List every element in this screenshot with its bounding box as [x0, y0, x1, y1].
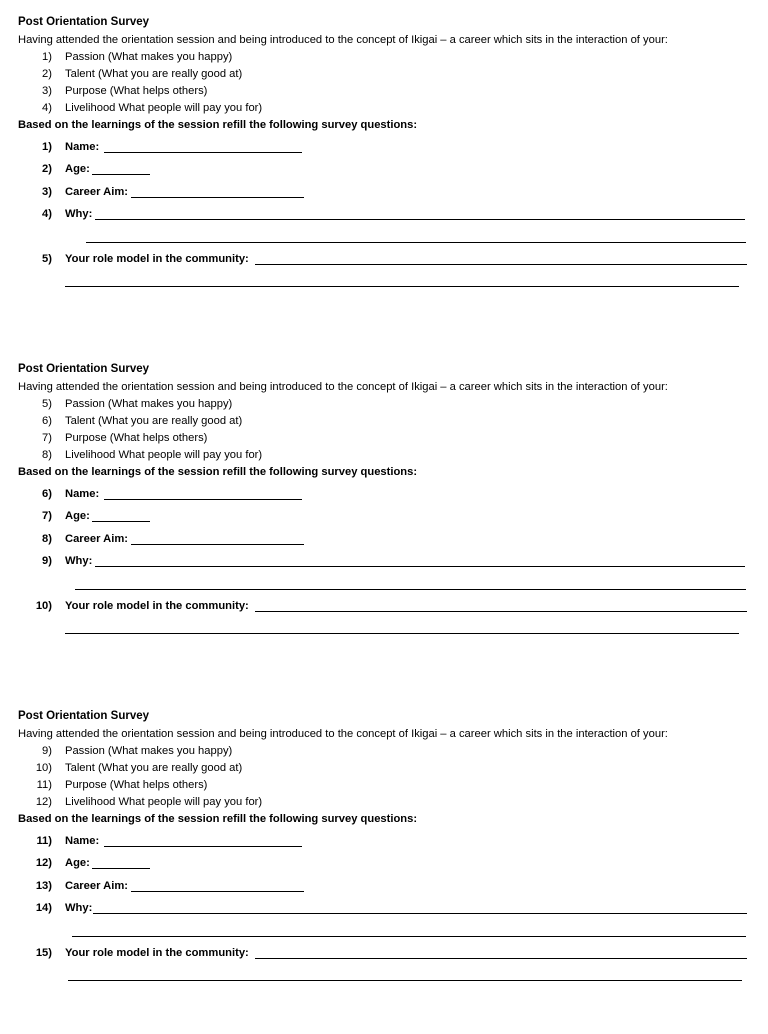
list-item [0, 398, 768, 414]
question-career-aim [0, 186, 768, 204]
question-label: Name: [65, 488, 100, 500]
role-model-answer-line-2[interactable] [68, 980, 742, 981]
question-number: 1) [42, 141, 52, 153]
role-model-answer-line-2[interactable] [65, 286, 739, 287]
question-number: 11) [36, 835, 52, 847]
survey-title: Post Orientation Survey [18, 16, 150, 28]
list-item [0, 102, 768, 118]
question-label: Career Aim: [65, 880, 129, 892]
survey-form-3 [0, 694, 768, 1034]
question-label: Name: [65, 835, 100, 847]
survey-title: Post Orientation Survey [18, 710, 150, 722]
list-text: Passion (What makes you happy) [65, 398, 233, 410]
list-item [0, 85, 768, 101]
survey-form-1 [0, 0, 768, 340]
survey-form-2 [0, 347, 768, 687]
list-text: Purpose (What helps others) [65, 432, 208, 444]
role-model-answer-line[interactable] [255, 611, 747, 612]
list-item [0, 779, 768, 795]
question-number: 12) [35, 857, 52, 869]
career-aim-answer-line[interactable] [131, 197, 304, 198]
list-text: Purpose (What helps others) [65, 779, 208, 791]
why-answer-line-2[interactable] [72, 936, 746, 937]
list-text: Passion (What makes you happy) [65, 51, 233, 63]
list-item [0, 762, 768, 778]
question-label: Your role model in the community: [65, 600, 249, 612]
question-number: 5) [42, 253, 52, 265]
question-number: 4) [42, 208, 52, 220]
role-model-answer-line[interactable] [255, 264, 747, 265]
list-item [0, 796, 768, 812]
question-label: Your role model in the community: [65, 253, 249, 265]
age-answer-line[interactable] [92, 521, 150, 522]
question-label: Your role model in the community: [65, 947, 249, 959]
question-why [0, 902, 768, 920]
question-why [0, 555, 768, 573]
question-number: 3) [42, 186, 52, 198]
list-number: 7) [42, 432, 52, 444]
list-item [0, 745, 768, 761]
list-text: Talent (What you are really good at) [65, 762, 243, 774]
question-name [0, 141, 768, 159]
list-number: 5) [42, 398, 52, 410]
list-text: Passion (What makes you happy) [65, 745, 233, 757]
list-item [0, 449, 768, 465]
question-number: 15) [35, 947, 52, 959]
list-number: 12) [35, 796, 52, 808]
why-answer-line-2[interactable] [86, 242, 746, 243]
list-item [0, 415, 768, 431]
role-model-answer-line[interactable] [255, 958, 747, 959]
question-name [0, 835, 768, 853]
career-aim-answer-line[interactable] [131, 891, 304, 892]
question-why [0, 208, 768, 226]
list-item [0, 68, 768, 84]
question-number: 2) [42, 163, 52, 175]
question-age [0, 857, 768, 875]
list-number: 10) [35, 762, 52, 774]
list-number: 3) [42, 85, 52, 97]
survey-intro: Having attended the orientation session and being introduced to the concept of Ikigai – a career which sits in the interaction of your: [18, 728, 668, 740]
list-text: Livelihood What people will pay you for) [65, 449, 263, 461]
survey-instruction: Based on the learnings of the session refill the following survey questions: [18, 813, 418, 825]
question-label: Why: [65, 902, 93, 914]
question-label: Career Aim: [65, 186, 129, 198]
question-label: Age: [65, 163, 90, 175]
question-number: 7) [42, 510, 52, 522]
list-text: Livelihood What people will pay you for) [65, 102, 263, 114]
why-answer-line-2[interactable] [75, 589, 746, 590]
question-number: 8) [42, 533, 52, 545]
question-label: Age: [65, 510, 90, 522]
question-number: 6) [42, 488, 52, 500]
list-number: 1) [42, 51, 52, 63]
role-model-answer-line-2[interactable] [65, 633, 739, 634]
list-text: Talent (What you are really good at) [65, 415, 243, 427]
name-answer-line[interactable] [104, 152, 302, 153]
survey-intro: Having attended the orientation session and being introduced to the concept of Ikigai – a career which sits in the interaction of your: [18, 381, 668, 393]
list-item [0, 51, 768, 67]
list-text: Livelihood What people will pay you for) [65, 796, 263, 808]
question-age [0, 510, 768, 528]
why-answer-line[interactable] [95, 566, 745, 567]
question-label: Career Aim: [65, 533, 129, 545]
career-aim-answer-line[interactable] [131, 544, 304, 545]
question-number: 14) [35, 902, 52, 914]
survey-title: Post Orientation Survey [18, 363, 150, 375]
list-number: 8) [42, 449, 52, 461]
list-number: 9) [42, 745, 52, 757]
why-answer-line[interactable] [93, 913, 747, 914]
list-text: Purpose (What helps others) [65, 85, 208, 97]
question-role-model [0, 947, 768, 965]
list-number: 4) [42, 102, 52, 114]
name-answer-line[interactable] [104, 846, 302, 847]
survey-intro: Having attended the orientation session and being introduced to the concept of Ikigai – a career which sits in the interaction of your: [18, 34, 668, 46]
question-career-aim [0, 533, 768, 551]
age-answer-line[interactable] [92, 868, 150, 869]
survey-instruction: Based on the learnings of the session refill the following survey questions: [18, 466, 418, 478]
question-label: Why: [65, 555, 93, 567]
name-answer-line[interactable] [104, 499, 302, 500]
question-label: Why: [65, 208, 93, 220]
list-number: 2) [42, 68, 52, 80]
question-age [0, 163, 768, 181]
question-name [0, 488, 768, 506]
question-label: Age: [65, 857, 90, 869]
question-role-model [0, 253, 768, 271]
list-text: Talent (What you are really good at) [65, 68, 243, 80]
question-number: 10) [35, 600, 52, 612]
why-answer-line[interactable] [95, 219, 745, 220]
list-item [0, 432, 768, 448]
question-number: 9) [42, 555, 52, 567]
survey-instruction: Based on the learnings of the session refill the following survey questions: [18, 119, 418, 131]
question-career-aim [0, 880, 768, 898]
question-label: Name: [65, 141, 100, 153]
age-answer-line[interactable] [92, 174, 150, 175]
list-number: 6) [42, 415, 52, 427]
question-role-model [0, 600, 768, 618]
question-number: 13) [35, 880, 52, 892]
list-number: 11) [36, 779, 52, 791]
